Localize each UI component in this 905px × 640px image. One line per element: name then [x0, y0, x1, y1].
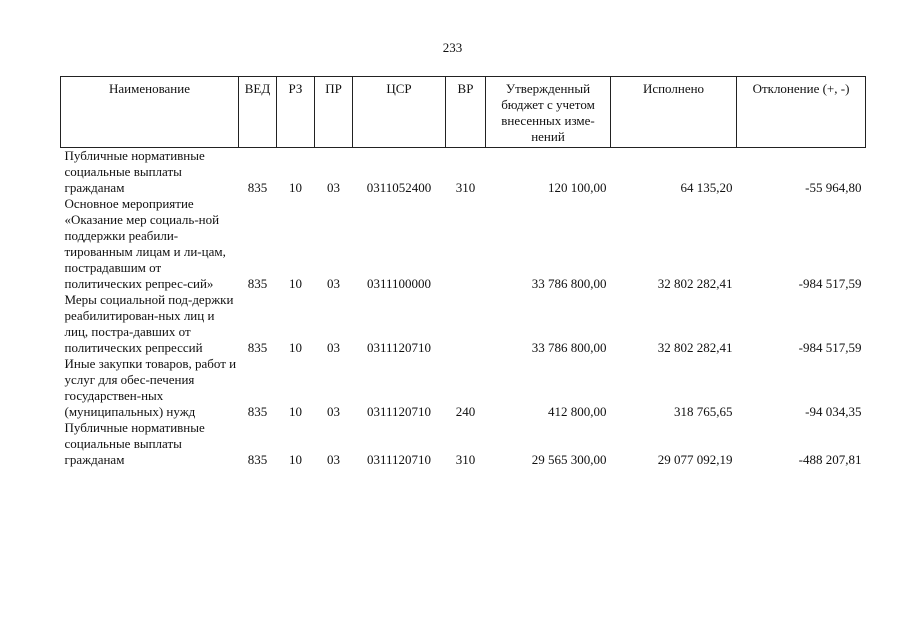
table-header-row [61, 77, 866, 148]
cell-approved: 29 565 300,00 [531, 452, 607, 467]
cell-rz: 10 [289, 180, 302, 195]
column-header-deviation: Отклонение (+, -) [737, 77, 866, 148]
cell-csr: 0311120710 [366, 452, 432, 467]
cell-csr: 0311100000 [366, 276, 432, 291]
cell-name: Публичные нормативные социальные выплаты гражданам [64, 148, 205, 195]
cell-executed: 318 765,65 [674, 404, 733, 419]
cell-vr: 240 [455, 404, 476, 419]
cell-pr: 03 [327, 404, 340, 419]
cell-approved: 120 100,00 [548, 180, 607, 195]
column-header-rz: РЗ [277, 77, 315, 148]
table-row [61, 356, 866, 420]
cell-name: Меры социальной под-держки реабилитирован-ных лиц и лиц, постра-давших от политических репрессий [64, 292, 234, 355]
cell-deviation: -94 034,35 [805, 404, 862, 419]
column-header-approved: Утвержденный бюджет с учетом внесенных изме-нений [486, 77, 611, 148]
table-row [61, 196, 866, 292]
column-header-vr: ВР [446, 77, 486, 148]
cell-vr [446, 292, 486, 356]
page-number: 233 [442, 40, 463, 55]
cell-ved: 835 [247, 340, 268, 355]
cell-pr: 03 [327, 276, 340, 291]
cell-pr: 03 [327, 180, 340, 195]
column-header-name: Наименование [61, 77, 239, 148]
table-row [61, 292, 866, 356]
cell-name: Публичные нормативные социальные выплаты гражданам [64, 420, 205, 467]
cell-csr: 0311052400 [366, 180, 432, 195]
budget-execution-table [60, 76, 866, 468]
cell-deviation: -984 517,59 [798, 276, 862, 291]
cell-deviation: -55 964,80 [805, 180, 862, 195]
cell-rz: 10 [289, 452, 302, 467]
cell-name: Иные закупки товаров, работ и услуг для обес-печения государствен-ных (муниципальных) нужд [64, 356, 237, 419]
cell-ved: 835 [247, 452, 268, 467]
column-header-csr: ЦСР [353, 77, 446, 148]
cell-executed: 32 802 282,41 [657, 340, 733, 355]
column-header-pr: ПР [315, 77, 353, 148]
cell-rz: 10 [289, 276, 302, 291]
table-body [61, 148, 866, 469]
cell-pr: 03 [327, 340, 340, 355]
cell-approved: 33 786 800,00 [531, 340, 607, 355]
cell-approved: 33 786 800,00 [531, 276, 607, 291]
cell-ved: 835 [247, 404, 268, 419]
cell-name: Основное мероприятие «Оказание мер социаль-ной поддержки реабили-тированным лицам и ли-цам, пострадавшим от политических репрес-сий» [64, 196, 226, 291]
cell-rz: 10 [289, 404, 302, 419]
cell-ved: 835 [247, 180, 268, 195]
cell-executed: 64 135,20 [680, 180, 733, 195]
table-row [61, 420, 866, 468]
cell-executed: 32 802 282,41 [657, 276, 733, 291]
cell-deviation: -488 207,81 [798, 452, 862, 467]
cell-vr [446, 196, 486, 292]
cell-rz: 10 [289, 340, 302, 355]
cell-vr: 310 [455, 180, 476, 195]
cell-approved: 412 800,00 [548, 404, 607, 419]
cell-csr: 0311120710 [366, 404, 432, 419]
table-row [61, 148, 866, 197]
column-header-ved: ВЕД [239, 77, 277, 148]
cell-executed: 29 077 092,19 [657, 452, 733, 467]
cell-ved: 835 [247, 276, 268, 291]
cell-csr: 0311120710 [366, 340, 432, 355]
cell-deviation: -984 517,59 [798, 340, 862, 355]
column-header-executed: Исполнено [611, 77, 737, 148]
cell-pr: 03 [327, 452, 340, 467]
cell-vr: 310 [455, 452, 476, 467]
